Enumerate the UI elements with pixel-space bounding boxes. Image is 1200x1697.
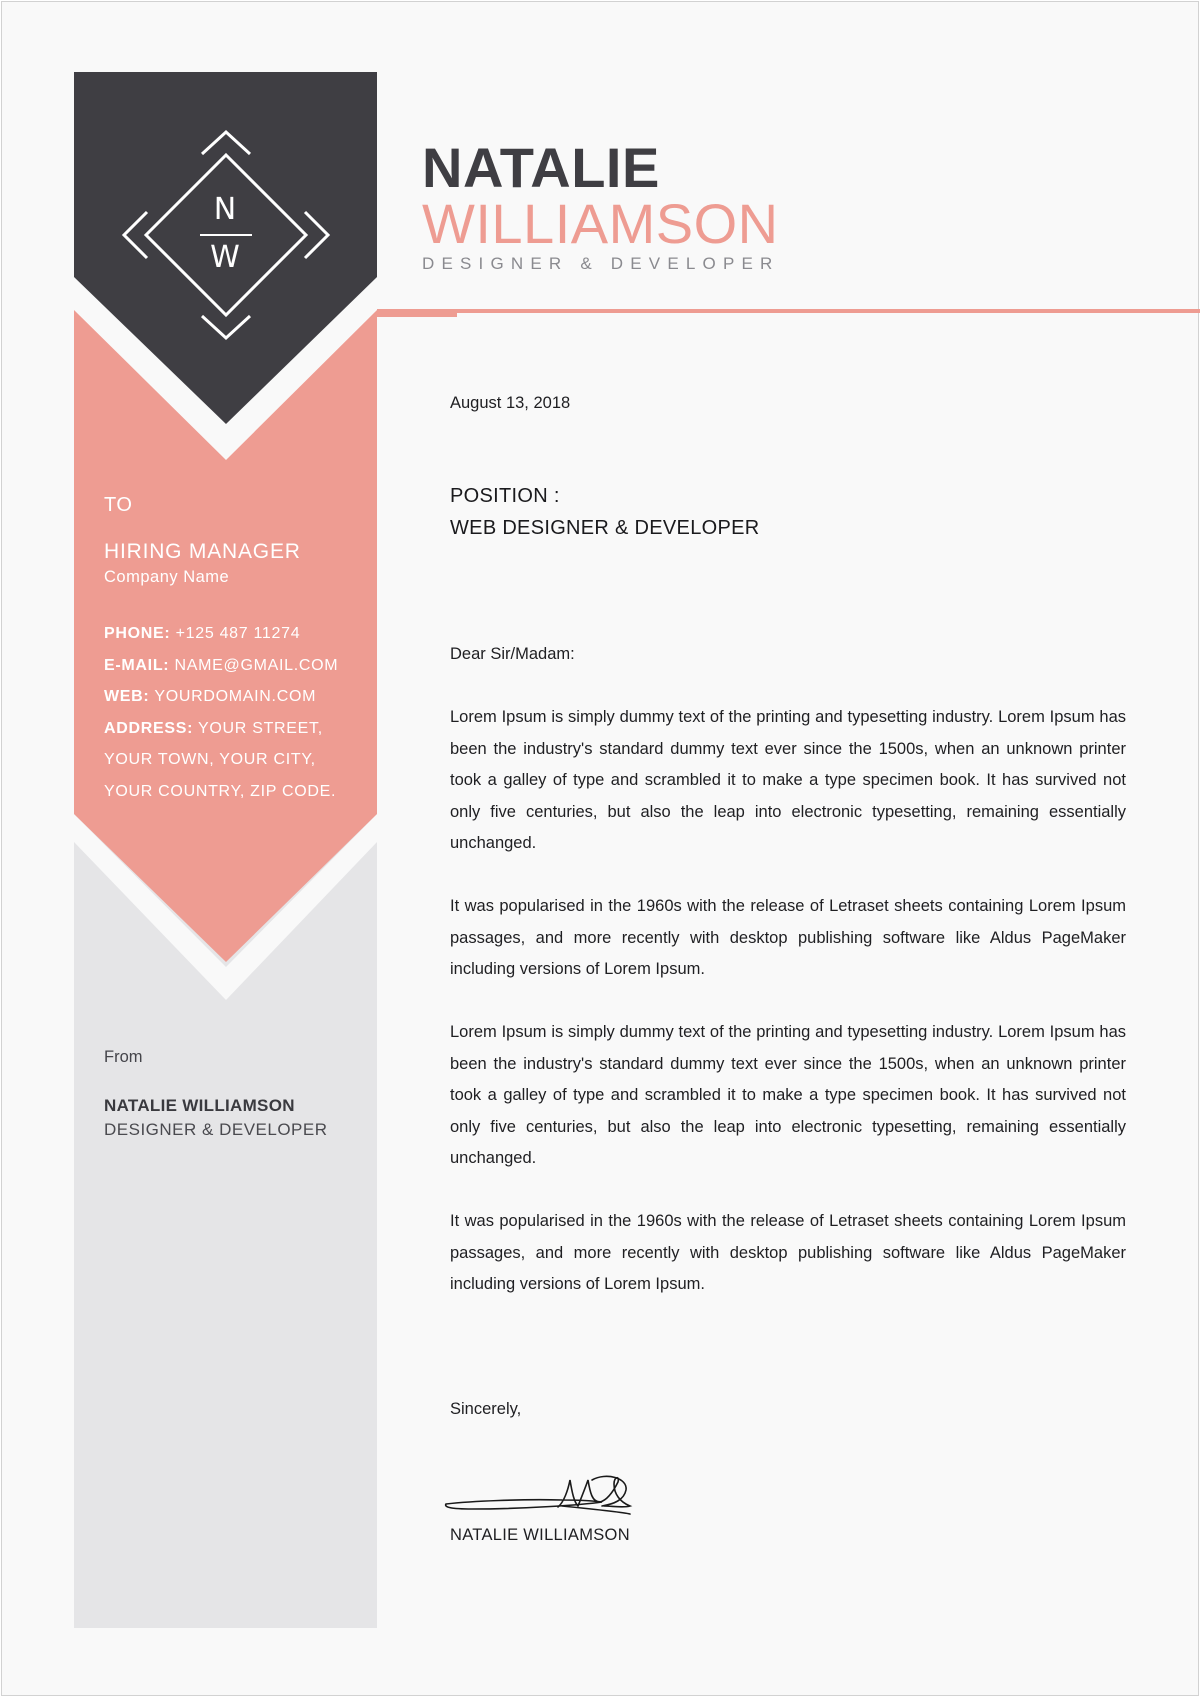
contact-value: YOUR COUNTRY, ZIP CODE. xyxy=(104,782,337,800)
contact-key: ADDRESS: xyxy=(104,719,194,737)
header-rule xyxy=(377,309,1200,313)
contact-address-line xyxy=(104,744,338,776)
contact-key: E-MAIL: xyxy=(104,656,170,674)
first-name: NATALIE xyxy=(422,136,660,199)
contact-value: YOURDOMAIN.COM xyxy=(154,688,317,705)
recipient-label: TO xyxy=(104,494,133,516)
letter-date: August 13, 2018 xyxy=(450,394,571,412)
paragraph: Lorem Ipsum is simply dummy text of the printing and typesetting industry. Lorem Ipsum has been the industry's standard dummy text ever since the 1500s, when an unknown printer took a galley of type and scrambled it to make a type specimen book. It has survived not only five centuries, but also the leap into electronic typesetting, remaining essentially unchanged. xyxy=(450,1023,1126,1167)
signature-icon xyxy=(446,1476,630,1514)
closing: Sincerely, xyxy=(450,1400,522,1418)
recipient-name: HIRING MANAGER xyxy=(104,540,301,563)
recipient-contact xyxy=(104,618,338,807)
position-label: POSITION : xyxy=(450,485,560,507)
contact-email xyxy=(104,650,338,682)
sender-role: DESIGNER & DEVELOPER xyxy=(104,1120,328,1139)
monogram-bottom-letter: W xyxy=(210,240,240,275)
contact-key: PHONE: xyxy=(104,625,171,642)
monogram-top-letter: N xyxy=(213,192,237,227)
last-name: WILLIAMSON xyxy=(422,192,779,255)
contact-web xyxy=(104,681,338,713)
contact-key: WEB: xyxy=(104,688,150,705)
paragraph: Lorem Ipsum is simply dummy text of the printing and typesetting industry. Lorem Ipsum has been the industry's standard dummy text ever since the 1500s, when an unknown printer took a galley of type and scrambled it to make a type specimen book. It has survived not only five centuries, but also the leap into electronic typesetting, remaining essentially unchanged. xyxy=(450,708,1126,852)
header-rule-accent xyxy=(377,311,457,317)
recipient-company: Company Name xyxy=(104,568,230,586)
letter-body xyxy=(450,702,1126,1332)
letter-page xyxy=(1,1,1199,1696)
contact-address-line xyxy=(104,776,338,808)
contact-value: +125 487 11274 xyxy=(175,625,301,642)
signer-name: NATALIE WILLIAMSON xyxy=(450,1526,630,1544)
paragraph: It was popularised in the 1960s with the release of Letraset sheets containing Lorem Ipsum passages, and more recently with desktop publishing software like Aldus PageMaker including versions of Lorem Ipsum. xyxy=(450,1212,1126,1293)
paragraph: It was popularised in the 1960s with the release of Letraset sheets containing Lorem Ipsum passages, and more recently with desktop publishing software like Aldus PageMaker including versions of Lorem Ipsum. xyxy=(450,897,1126,978)
sender-name: NATALIE WILLIAMSON xyxy=(104,1096,295,1115)
contact-address xyxy=(104,713,338,745)
job-title: DESIGNER & DEVELOPER xyxy=(422,254,780,273)
contact-value: NAME@GMAIL.COM xyxy=(174,656,339,674)
contact-phone xyxy=(104,618,338,650)
sender-label: From xyxy=(104,1048,143,1066)
position-value: WEB DESIGNER & DEVELOPER xyxy=(450,517,760,539)
contact-value: YOUR STREET, xyxy=(198,719,323,737)
contact-value: YOUR TOWN, YOUR CITY, xyxy=(104,751,316,768)
salutation: Dear Sir/Madam: xyxy=(450,645,575,663)
